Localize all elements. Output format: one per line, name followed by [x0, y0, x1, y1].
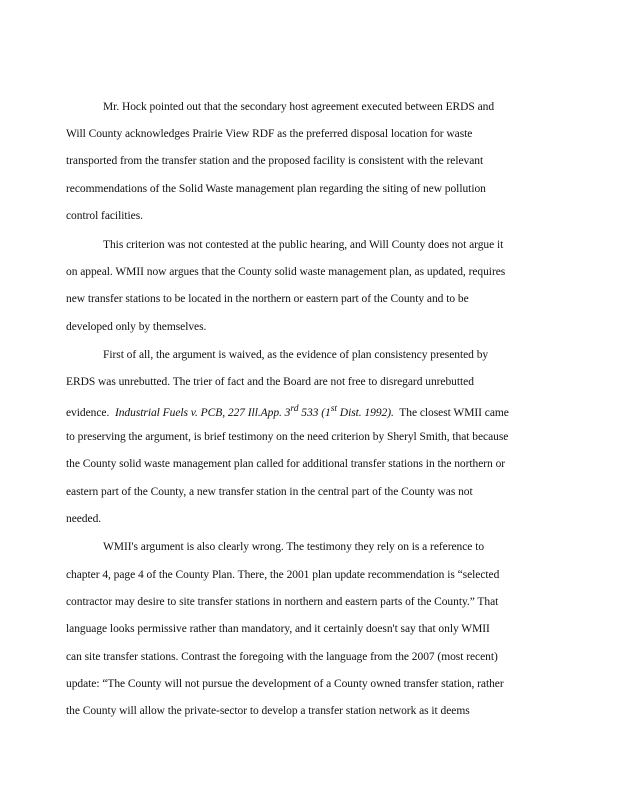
text-line: Mr. Hock pointed out that the secondary host agreement executed between ERDS and [103, 101, 495, 113]
text-line-with-citation [66, 402, 509, 420]
text-line: control facilities. [66, 210, 143, 222]
text-line: transported from the transfer station and the proposed facility is consistent with the relevant [66, 155, 484, 167]
text-line: developed only by themselves. [66, 321, 207, 333]
text-line: ERDS was unrebutted. The trier of fact and the Board are not free to disregard unrebutted [66, 376, 474, 388]
text-line: recommendations of the Solid Waste management plan regarding the siting of new pollution [66, 183, 486, 195]
text-segment: evidence. [66, 406, 110, 419]
text-segment: The closest WMII came [399, 406, 509, 419]
text-line: new transfer stations to be located in the northern or eastern part of the County and to be [66, 293, 469, 305]
text-line: can site transfer stations. Contrast the foregoing with the language from the 2007 (most recent) [66, 651, 498, 663]
text-line: First of all, the argument is waived, as the evidence of plan consistency presented by [103, 349, 489, 361]
text-line: the County will allow the private-sector to develop a transfer station network as it deems [66, 705, 470, 717]
case-citation: Industrial Fuels v. PCB, 227 Ill.App. 3rd 533 (1st Dist. 1992). [114, 403, 394, 419]
text-line: update: “The County will not pursue the development of a County owned transfer station, rather [66, 678, 504, 690]
text-line: needed. [66, 513, 102, 525]
text-line: to preserving the argument, is brief testimony on the need criterion by Sheryl Smith, that because [66, 431, 509, 443]
text-line: chapter 4, page 4 of the County Plan. There, the 2001 plan update recommendation is “selected [66, 569, 500, 581]
text-line: eastern part of the County, a new transfer station in the central part of the County was not [66, 486, 473, 498]
text-line: This criterion was not contested at the public hearing, and Will County does not argue it [103, 239, 504, 251]
text-line: on appeal. WMII now argues that the County solid waste management plan, as updated, requires [66, 266, 506, 278]
text-line: WMII's argument is also clearly wrong. The testimony they rely on is a reference to [103, 541, 485, 553]
text-line: language looks permissive rather than mandatory, and it certainly doesn't say that only WMII [66, 623, 490, 635]
text-line: the County solid waste management plan called for additional transfer stations in the northern or [66, 458, 506, 470]
text-line: contractor may desire to site transfer stations in northern and eastern parts of the County.” That [66, 596, 499, 608]
text-line: Will County acknowledges Prairie View RDF as the preferred disposal location for waste [66, 128, 473, 140]
